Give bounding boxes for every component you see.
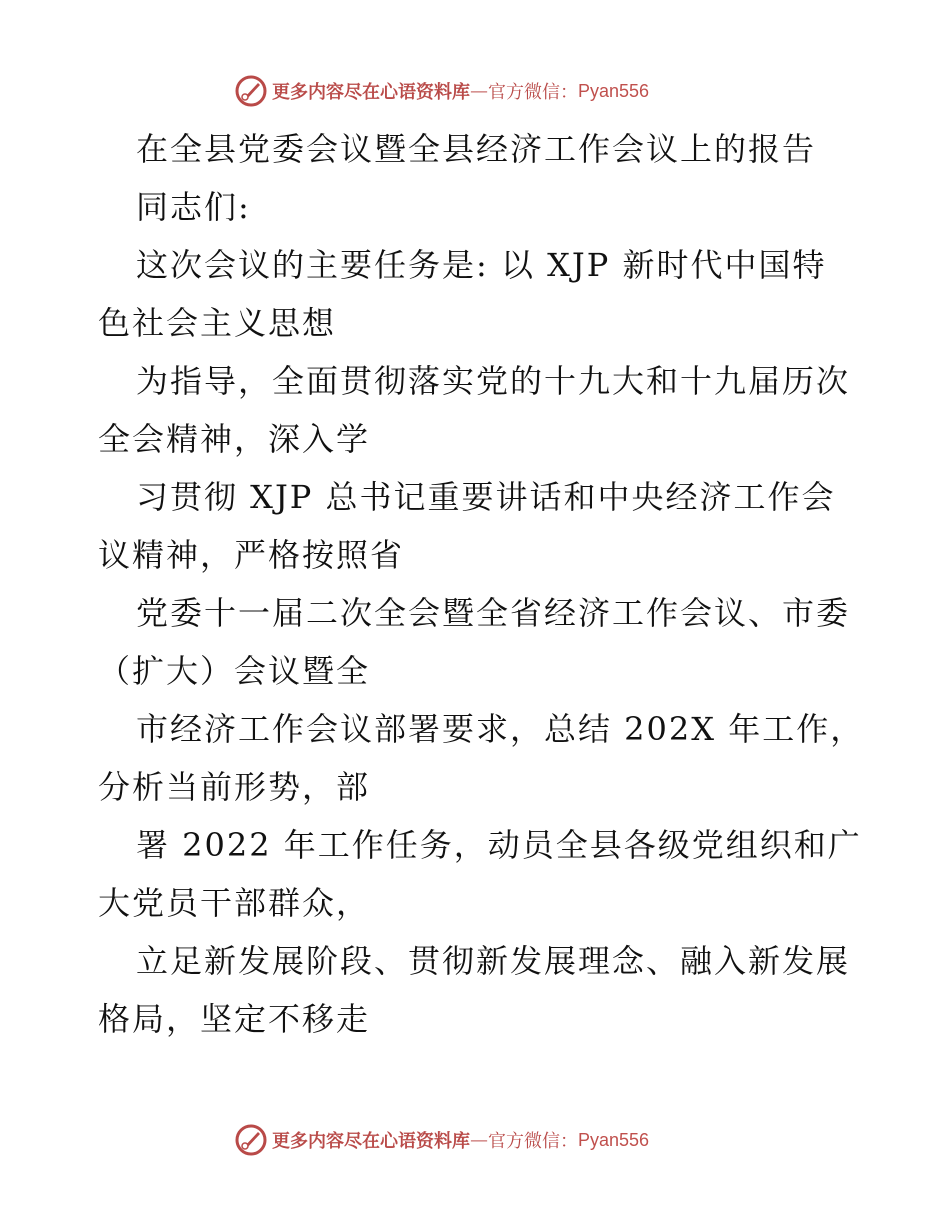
text-line: 同志们: xyxy=(136,188,251,226)
watermark-label: 官方微信： xyxy=(488,1131,578,1152)
text-line: 习贯彻 XJP 总书记重要讲话和中央经济工作会 xyxy=(136,478,836,516)
text-line: 议精神，严格按照省 xyxy=(98,536,405,574)
quill-seal-icon xyxy=(234,1123,268,1157)
text-line: 市经济工作会议部署要求，总结 202X 年工作， xyxy=(136,710,865,748)
watermark-brand: 更多内容尽在心语资料库 xyxy=(272,1131,470,1152)
document-title: 在全县党委会议暨全县经济工作会议上的报告 xyxy=(136,130,817,168)
watermark-wechat-id: Pyan556 xyxy=(578,1129,650,1150)
watermark-wechat-id: Pyan556 xyxy=(578,80,650,101)
text-line: 大党员干部群众， xyxy=(98,884,371,922)
header-watermark xyxy=(234,74,649,108)
text-line: 党委十一届二次全会暨全省经济工作会议、市委 xyxy=(136,594,851,632)
text-line: 这次会议的主要任务是: 以 XJP 新时代中国特 xyxy=(136,246,827,284)
text-line: 立足新发展阶段、贯彻新发展理念、融入新发展 xyxy=(136,942,851,980)
watermark-separator: — xyxy=(470,1129,488,1151)
watermark-separator: — xyxy=(470,80,488,102)
text-line: 色社会主义思想 xyxy=(98,304,337,342)
quill-seal-icon xyxy=(234,74,268,108)
footer-watermark xyxy=(234,1123,649,1157)
text-line: 格局，坚定不移走 xyxy=(98,1000,371,1038)
text-line: 署 2022 年工作任务，动员全县各级党组织和广 xyxy=(136,826,862,864)
watermark-label: 官方微信： xyxy=(488,82,578,103)
text-line: 为指导，全面贯彻落实党的十九大和十九届历次 xyxy=(136,362,851,400)
watermark-brand: 更多内容尽在心语资料库 xyxy=(272,82,470,103)
text-line: 全会精神，深入学 xyxy=(98,420,371,458)
text-line: （扩大）会议暨全 xyxy=(98,652,371,690)
text-line: 分析当前形势，部 xyxy=(98,768,371,806)
